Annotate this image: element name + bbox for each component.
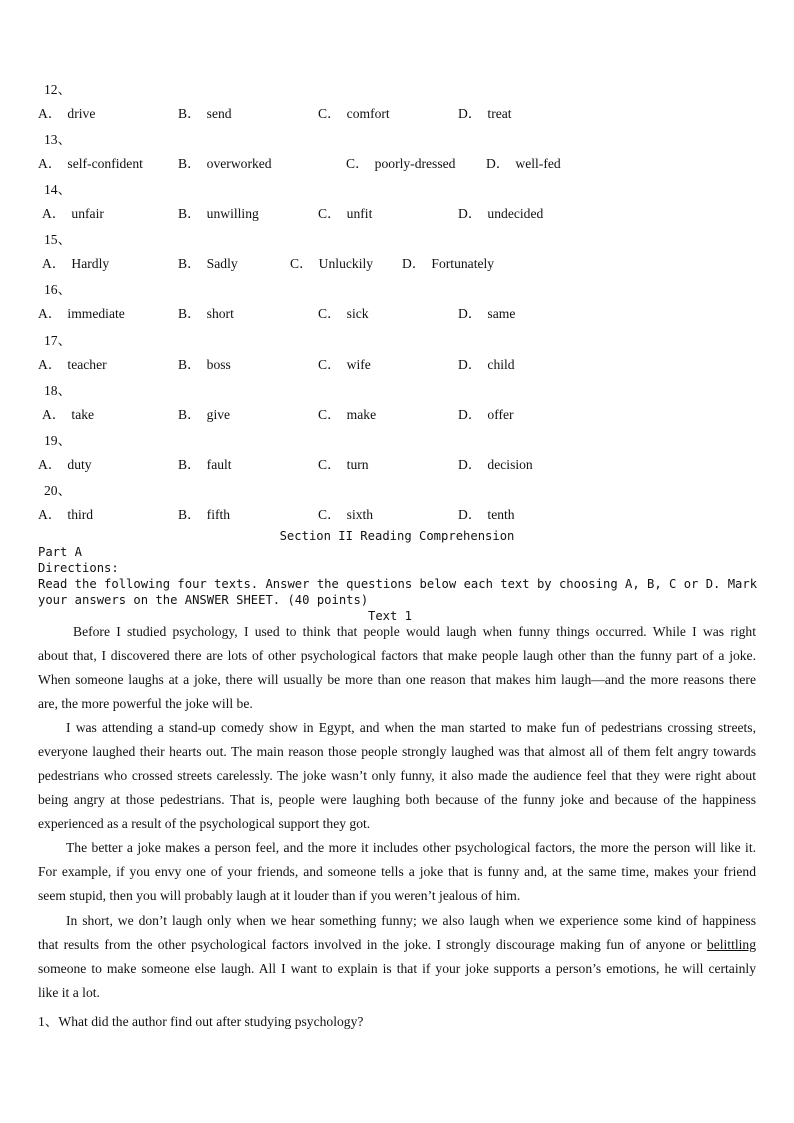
- passage-line: [38, 792, 756, 808]
- option-letter: D．: [458, 106, 482, 121]
- option-letter: B．: [178, 406, 201, 422]
- passage-text: seem stupid, then you will probably laugh at it louder than if you weren’t jealous of him.: [38, 888, 521, 903]
- option-text: well-fed: [515, 156, 561, 172]
- options-row: [0, 403, 794, 421]
- option-letter: C．: [318, 206, 341, 222]
- option-letter: A．: [38, 506, 62, 522]
- option-c[interactable]: [318, 202, 372, 222]
- option-b[interactable]: [178, 102, 232, 122]
- option-b[interactable]: [178, 202, 259, 222]
- option-letter: C．: [346, 156, 369, 172]
- option-letter: A．: [42, 256, 66, 272]
- passage-text: being angry at those pedestrians. That is, people were laughing both because of the funny joke and because of the happiness: [38, 792, 756, 807]
- passage-line: [38, 816, 370, 832]
- question-1: 1、What did the author find out after studying psychology?: [38, 1014, 364, 1029]
- question-number: 13、: [44, 132, 72, 148]
- option-text: Fortunately: [431, 256, 495, 272]
- option-text: Sadly: [206, 256, 238, 272]
- passage-text: that results from the other psychological factors involved in the joke. I strongly discourage making fun of anyone or: [38, 937, 707, 952]
- option-d[interactable]: [486, 152, 561, 172]
- option-d[interactable]: [458, 403, 514, 423]
- option-d[interactable]: [458, 202, 543, 222]
- option-letter: A．: [42, 406, 66, 422]
- option-letter: A．: [38, 456, 62, 472]
- option-letter: C．: [290, 256, 313, 272]
- option-letter: B．: [178, 206, 201, 222]
- options-row: [0, 152, 794, 170]
- passage-line: [38, 744, 756, 760]
- options-row: [0, 503, 794, 521]
- part-label: Part A: [38, 545, 83, 559]
- passage-text: are, the more powerful the joke will be.: [38, 696, 253, 711]
- option-text: poorly-dressed: [374, 156, 456, 172]
- directions-text: your answers on the ANSWER SHEET. (40 points): [38, 593, 369, 607]
- option-d[interactable]: [458, 353, 515, 373]
- option-letter: D．: [458, 206, 482, 222]
- options-row: [0, 202, 794, 220]
- option-text: fault: [206, 456, 232, 472]
- option-text: offer: [487, 406, 514, 422]
- option-text: third: [67, 506, 94, 522]
- option-letter: D．: [458, 456, 482, 472]
- passage-line: [38, 961, 756, 977]
- passage-text: Before I studied psychology, I used to think that people would laugh when funny things occurred. While I was right: [73, 624, 756, 639]
- option-b[interactable]: [178, 403, 230, 423]
- option-text: boss: [206, 356, 231, 372]
- option-a[interactable]: [38, 353, 107, 373]
- question-number: 14、: [44, 182, 72, 198]
- question-number: 18、: [44, 382, 72, 398]
- passage-line: [38, 985, 100, 1001]
- option-a[interactable]: [42, 252, 109, 272]
- passage-line: [38, 864, 756, 880]
- option-d[interactable]: [458, 302, 515, 322]
- option-text: fifth: [206, 506, 231, 522]
- options-row: [0, 453, 794, 471]
- passage-text: everyone laughed their hearts out. The main reason those people strongly laughed was that almost all of them felt angry towards: [38, 744, 756, 759]
- option-c[interactable]: [318, 102, 390, 122]
- option-text: teacher: [67, 356, 107, 372]
- option-text: unfit: [346, 206, 373, 222]
- question-number: 15、: [44, 232, 72, 248]
- option-text: Unluckily: [318, 256, 374, 272]
- option-letter: D．: [458, 506, 482, 522]
- option-b[interactable]: [178, 152, 272, 172]
- question-number: 19、: [44, 432, 72, 448]
- option-c[interactable]: [318, 503, 373, 523]
- option-text: short: [206, 306, 234, 322]
- option-letter: B．: [178, 456, 201, 472]
- option-d[interactable]: [402, 252, 494, 272]
- option-text: undecided: [487, 206, 544, 222]
- option-b[interactable]: [178, 503, 230, 523]
- directions-label: Directions:: [38, 561, 119, 575]
- option-a[interactable]: [38, 503, 93, 523]
- passage-text: For example, if you envy one of your friends, and someone tells a joke that is funny and, at the same time, makes your friend: [38, 864, 756, 879]
- option-letter: D．: [486, 156, 510, 172]
- option-letter: B．: [178, 256, 201, 272]
- option-text: overworked: [206, 156, 272, 172]
- option-text: tenth: [487, 506, 515, 522]
- option-c[interactable]: [290, 252, 373, 272]
- option-text: give: [206, 406, 231, 422]
- option-letter: C．: [318, 406, 341, 422]
- option-letter: D．: [458, 356, 482, 372]
- option-letter: D．: [458, 306, 482, 322]
- passage-line: [66, 720, 756, 736]
- passage-line: [73, 624, 756, 640]
- option-letter: C．: [318, 506, 341, 522]
- option-letter: B．: [178, 506, 201, 522]
- option-text: send: [206, 106, 232, 121]
- option-a[interactable]: [38, 152, 143, 172]
- option-a[interactable]: [38, 302, 125, 322]
- option-letter: C．: [318, 306, 341, 322]
- option-b[interactable]: [178, 302, 234, 322]
- passage-text: I was attending a stand-up comedy show in Egypt, and when the man started to make fun of pedestrians crossing streets,: [66, 720, 756, 735]
- option-letter: A．: [38, 306, 62, 322]
- option-a[interactable]: [38, 453, 92, 473]
- option-b[interactable]: [178, 353, 231, 373]
- passage-line: [38, 888, 520, 904]
- option-text: drive: [67, 106, 96, 121]
- option-text: duty: [67, 456, 92, 472]
- options-row: [0, 252, 794, 270]
- option-letter: C．: [318, 356, 341, 372]
- option-text: same: [487, 306, 516, 322]
- option-text: self-confident: [67, 156, 143, 172]
- option-b[interactable]: [178, 453, 232, 473]
- option-text: unfair: [71, 206, 104, 222]
- option-a[interactable]: [42, 202, 104, 222]
- options-row: [0, 102, 794, 120]
- option-text: sick: [346, 306, 369, 322]
- option-letter: C．: [318, 456, 341, 472]
- directions-text: Read the following four texts. Answer the questions below each text by choosing A, B, C or D. Mark: [38, 577, 758, 591]
- option-c[interactable]: [318, 453, 369, 473]
- option-text: wife: [346, 356, 371, 372]
- passage-line: [66, 913, 756, 929]
- passage-text: like it a lot.: [38, 985, 100, 1000]
- question-number: 12、: [44, 82, 72, 97]
- passage-line: [66, 840, 756, 856]
- options-row: [0, 302, 794, 320]
- passage-line: [38, 672, 756, 688]
- option-text: take: [71, 406, 95, 422]
- question-number: 16、: [44, 282, 72, 298]
- option-text: sixth: [346, 506, 374, 522]
- option-c[interactable]: [318, 302, 369, 322]
- option-text: decision: [487, 456, 533, 472]
- option-text: turn: [346, 456, 369, 472]
- passage-text: someone to make someone else laugh. All I want to explain is that if your joke supports a person’s emotions, he will certainly: [38, 961, 756, 976]
- option-text: treat: [487, 106, 512, 121]
- option-text: child: [487, 356, 515, 372]
- option-b[interactable]: [178, 252, 238, 272]
- option-d[interactable]: [458, 503, 515, 523]
- passage-line: [38, 937, 756, 953]
- option-letter: A．: [38, 156, 62, 172]
- option-text: make: [346, 406, 377, 422]
- option-text: unwilling: [206, 206, 259, 222]
- option-letter: D．: [458, 406, 482, 422]
- passage-text: When someone laughs at a joke, there will usually be more than one reason that makes him laugh—and the more reasons there: [38, 672, 756, 687]
- option-letter: D．: [402, 256, 426, 272]
- passage-text: In short, we don’t laugh only when we hear something funny; we also laugh when we experience some kind of happiness: [66, 913, 756, 928]
- option-letter: B．: [178, 356, 201, 372]
- option-letter: A．: [38, 106, 62, 121]
- passage-line: [38, 768, 756, 784]
- passage-line: [38, 696, 253, 712]
- option-letter: A．: [38, 356, 62, 372]
- option-letter: B．: [178, 306, 201, 322]
- question-number: 20、: [44, 482, 72, 498]
- option-letter: A．: [42, 206, 66, 222]
- option-a[interactable]: [42, 403, 94, 423]
- option-d[interactable]: [458, 453, 533, 473]
- option-c[interactable]: [318, 403, 376, 423]
- passage-text: The better a joke makes a person feel, and the more it includes other psychological factors, the more the person will like it.: [66, 840, 756, 855]
- option-letter: B．: [178, 106, 201, 121]
- option-text: immediate: [67, 306, 125, 322]
- underlined-word: belittling: [706, 937, 756, 952]
- option-d[interactable]: [458, 102, 512, 122]
- option-c[interactable]: [318, 353, 371, 373]
- option-a[interactable]: [38, 102, 95, 122]
- options-row: [0, 353, 794, 371]
- option-text: Hardly: [71, 256, 110, 272]
- option-letter: C．: [318, 106, 341, 121]
- passage-text: pedestrians who crossed streets carelessly. The joke wasn’t only funny, it also made the audience feel that they were right about: [38, 768, 756, 783]
- section-title: Section II Reading Comprehension: [279, 529, 515, 543]
- passage-text: experienced as a result of the psychological support they got.: [38, 816, 371, 831]
- passage-line: [38, 648, 756, 664]
- passage-text: about that, I discovered there are lots of other psychological factors that make people laugh other than the funny part of a joke.: [38, 648, 756, 663]
- option-letter: B．: [178, 156, 201, 172]
- question-number: 17、: [44, 332, 72, 348]
- option-text: comfort: [346, 106, 390, 121]
- option-c[interactable]: [346, 152, 455, 172]
- text-title: Text 1: [367, 609, 413, 623]
